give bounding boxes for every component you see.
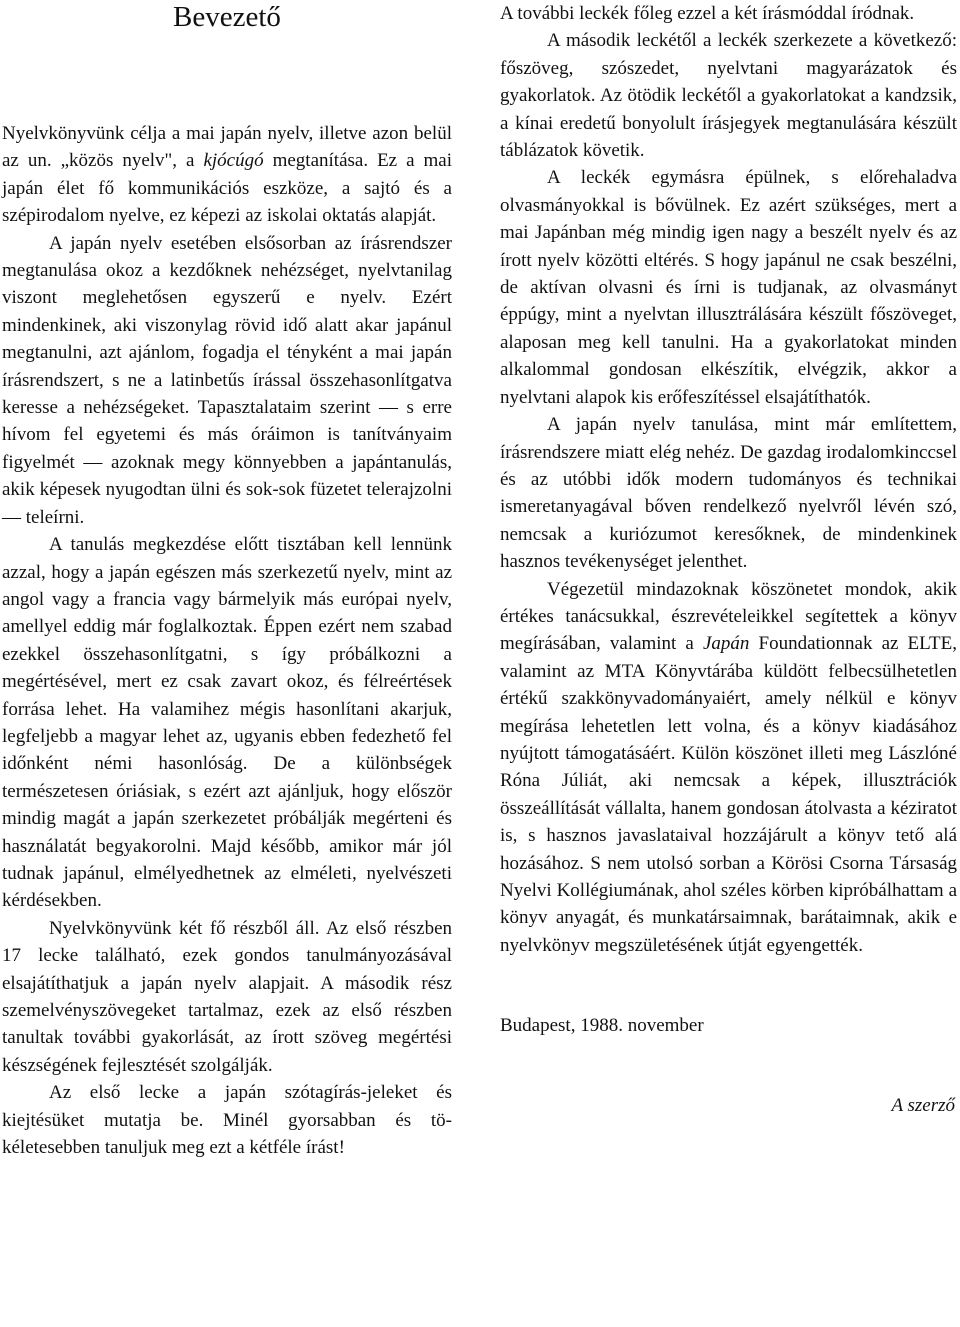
- paragraph-reading: A leckék egymásra épülnek, s előrehaladva olvasmányokkal is bővülnek. Ez azért szükséges, mert a mai Japánban még mindig igen nagy a beszélt nyelv és az írott nyelv közötti eltérés. S hogy japánul ne csak beszélni, de aktívan olvasni és írni is tudjanak, az olvasmányt éppúgy, mint a nyelvtan illusztrálására készült főszöveget, alaposan meg kell tanulni. Ha a gyakorlatokat minden alkalommal gondosan elkészítik, elvégzik, akkor a nyelvtani alapok kis erőfeszítéssel elsajátíthatók.: [500, 167, 957, 408]
- paragraph-intro-text-b: megtanítása. Ez a mai japán élet fő kommunikációs eszköze, a sajtó és a szépirodalom nyelve, ez képezi az iskolai oktatás alapját.: [2, 150, 452, 227]
- paragraph-acknowledgements: [500, 576, 957, 960]
- paragraph-intro-text-a: Nyelvkönyvünk célja a mai japán nyelv, illetve azon belül az un. „közös nyelv", a: [2, 123, 452, 172]
- paragraph-intro: [2, 120, 452, 230]
- place-date: Budapest, 1988. november: [500, 1015, 704, 1037]
- page-title: Bevezető: [173, 1, 281, 33]
- paragraph-structure: A tanulás megkezdése előtt tisztában kell lennünk azzal, hogy a japán egészen más szerkezetű nyelv, mint az angol vagy a francia vagy bármelyik más európai nyelv, amellyel eddig már foglalkoztak. Éppen ezért nem szabad ezekkel összehasonlítgatni, s így próbálkozni a megértésével, mert ez csak zavart okoz, és félreértések forrása lehet. Ha valamihez mégis hasonlítani akarjuk, legfeljebb a magyar lehet az, ugyanis ebben fedezhető fel időnként némi hasonlóság. De a különbségek természetesen óriásiak, s ezért azt ajánljuk, hogy először mindig magát a japán szerkezetet próbálják megérteni és használatát begyakorolni. Majd később, amikor már jól tudnak japánul, elmélyedhetnek az elméleti, nyelvészeti kérdésekben.: [2, 534, 452, 912]
- left-column: [2, 0, 452, 1161]
- paragraph-further-lessons: A további leckék főleg ezzel a két írásmóddal íródnak.: [500, 3, 915, 24]
- right-column: [500, 0, 957, 1119]
- acknowledgements-term: Japán: [702, 633, 750, 655]
- paragraph-intro-term: kjócúgó: [203, 150, 264, 172]
- paragraph-writing-system: A japán nyelv esetében elsősorban az írásrendszer megtanulása okoz a kezdőknek nehézséget, nyelvtanilag viszont meglehetősen egyszerű e nyelv. Ezért mindenkinek, aki viszonylag rövid idő alatt akar japánul megtanulni, azt ajánlom, fogadja el tényként a mai japán írásrendszert, s ne a latinbetűs írással összehasonlítgatva keresse a nehézségeket. Tapasztalataim szerint — s erre hívom fel egyetemi és más óráimon is tanítványaim figyelmét — azoknak megy könnyebben a japántanulás, akik képesek nyugodtan ülni és sok-sok füzetet telerajzolni — teleírni.: [2, 232, 452, 528]
- paragraph-lesson-structure: A második leckétől a leckék szerkezete a következő: főszöveg, szószedet, nyelvtani magyarázatok és gyakorlatok. Az ötödik leckétől a gyakorlatokat a kandzsik, a kínai eredetű bonyolult írásjegyek megtanulására készült táblázatok követik.: [500, 30, 957, 162]
- author-signature: A szerző: [891, 1094, 955, 1116]
- acknowledgements-text-a: Végezetül mindazoknak köszönetet mondok, akik értékes tanácsukkal, észrevételeikkel segítettek a könyv megírásában, valamint a: [500, 578, 957, 655]
- paragraph-book-parts: Nyelvkönyvünk két fő részből áll. Az első részben 17 lecke található, ezek gondos tanulmányozásával elsajátíthatjuk a japán nyelv alapjait. A második rész szemelvényszövegeket tartalmaz, ezek az első részben tanultak további gyakorlását, az írott szöveg megértési készségének fejlesztését szolgálják.: [2, 917, 452, 1076]
- paragraph-first-lesson: Az első lecke a japán szótagírás-jeleket és kiejtésüket mutatja be. Minél gyorsabban és tökéletesebben tanuljuk meg ezt a kétféle írást!: [2, 1082, 452, 1159]
- acknowledgements-text-b: Foundationnak az ELTE, valamint az MTA Könyvtárába küldött felbecsülhetetlen értékű szakkönyvadományaiért, amely nélkül e könyv megírása lehetetlen lett volna, és a könyv kiadásához nyújtott támogatásáért. Külön köszönet illeti meg Lászlóné Róna Júliát, aki nemcsak a képek, illusztrációk összeállítását vállalta, hanem gondosan átolvasta a kéziratot is, s hasznos javaslataival hozzájárult a könyv tető alá hozásához. S nem utolsó sorban a Körösi Csorna Társaság Nyelvi Kollégiumának, ahol széles körben kipróbálhattam a könyv anyagát, és munkatársaimnak, barátaimnak, akik e nyelvkönyv megszületésének útját egyengették.: [500, 633, 957, 956]
- paragraph-difficulty: A japán nyelv tanulása, mint már említettem, írásrendszere miatt elég nehéz. De gazdag irodalomkinccsel és az utóbbi idők modern tudományos és technikai ismeretanyagával bőven rendelkező nyelvről lévén szó, nemcsak a kuriózumot keresőknek, de mindenkinek hasznos tevékenységet jelenthet.: [500, 414, 957, 573]
